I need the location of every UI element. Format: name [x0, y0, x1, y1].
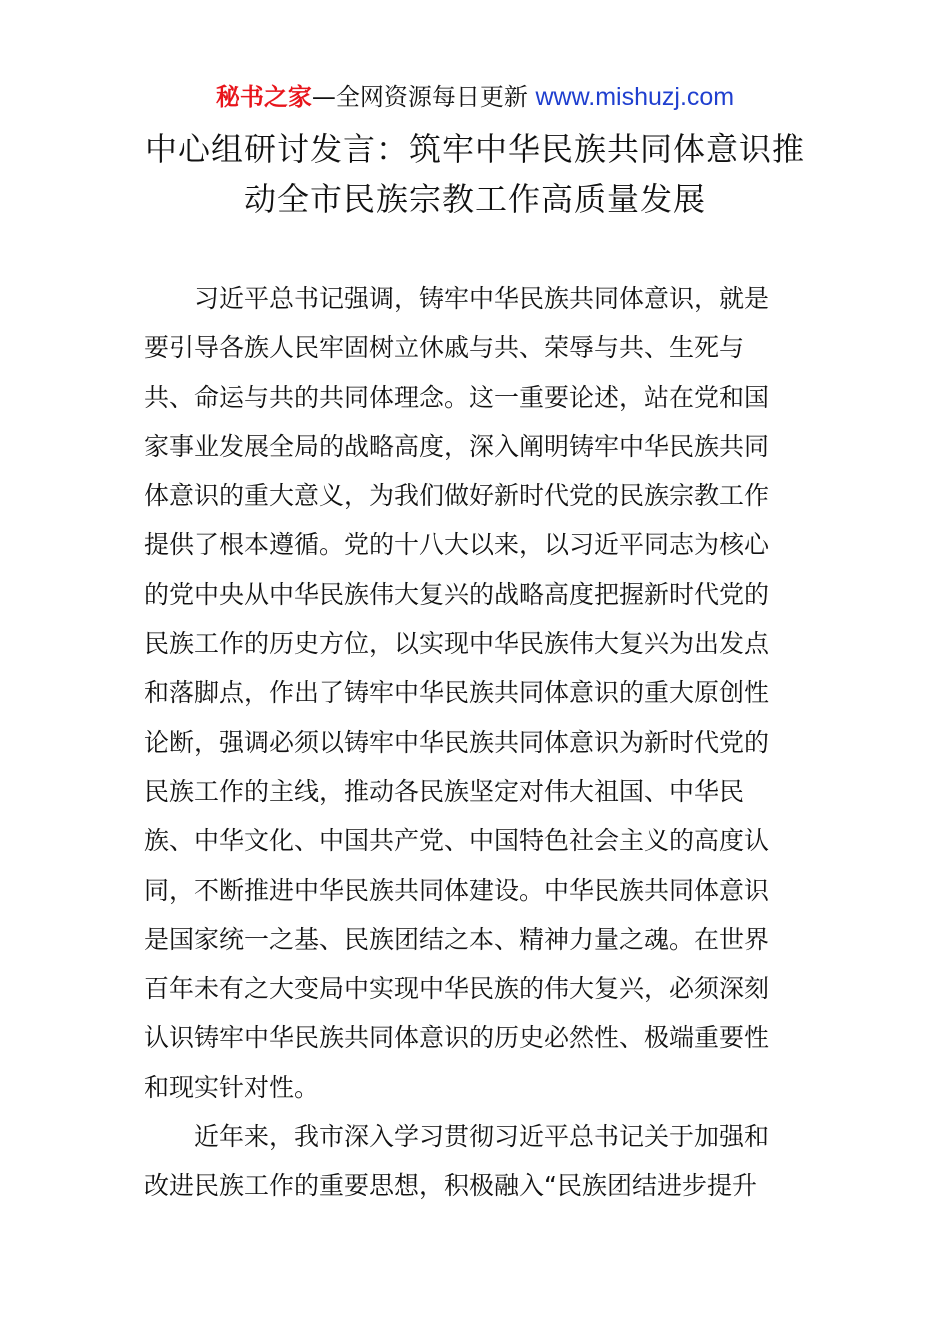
- paragraph-line: 民族工作的历史方位，以实现中华民族伟大复兴为出发点: [144, 629, 770, 659]
- paragraph-line: 是国家统一之基、民族团结之本、精神力量之魂。在世界: [144, 924, 770, 954]
- paragraph-line: 民族工作的主线，推动各民族坚定对伟大祖国、中华民: [144, 776, 745, 806]
- paragraph-line: 近年来，我市深入学习贯彻习近平总书记关于加强和: [194, 1122, 770, 1152]
- site-brand: 秘书之家: [215, 83, 312, 111]
- paragraph-line: 改进民族工作的重要思想，积极融入“民族团结进步提升: [144, 1171, 757, 1201]
- paragraph-line: 提供了根本遵循。党的十八大以来，以习近平同志为核心: [144, 530, 770, 560]
- paragraph-line: 体意识的重大意义，为我们做好新时代党的民族宗教工作: [144, 481, 770, 511]
- site-header: [0, 80, 950, 114]
- paragraph-line: 的党中央从中华民族伟大复兴的战略高度把握新时代党的: [144, 579, 770, 609]
- site-url-link[interactable]: www.mishuzj.com: [535, 83, 735, 111]
- paragraph-line: 论断，强调必须以铸牢中华民族共同体意识为新时代党的: [144, 727, 770, 757]
- document-title-line-1: 中心组研讨发言：筑牢中华民族共同体意识推: [144, 130, 805, 168]
- paragraph-2: [144, 1112, 808, 1211]
- paragraph-line: 共、命运与共的共同体理念。这一重要论述，站在党和国: [144, 382, 770, 412]
- paragraph-line: 习近平总书记强调，铸牢中华民族共同体意识，就是: [194, 284, 770, 313]
- document-body: [144, 274, 808, 1211]
- paragraph-line: 和现实针对性。: [144, 1072, 320, 1102]
- paragraph-line: 和落脚点，作出了铸牢中华民族共同体意识的重大原创性: [144, 678, 770, 708]
- site-tagline: —全网资源每日更新: [311, 83, 528, 111]
- paragraph-line: 要引导各族人民牢固树立休戚与共、荣辱与共、生死与: [144, 333, 745, 363]
- paragraph-line: 族、中华文化、中国共产党、中国特色社会主义的高度认: [144, 826, 770, 856]
- paragraph-line: 家事业发展全局的战略高度，深入阐明铸牢中华民族共同: [144, 431, 770, 461]
- paragraph-line: 同，不断推进中华民族共同体建设。中华民族共同体意识: [144, 875, 770, 905]
- paragraph-line: 百年未有之大变局中实现中华民族的伟大复兴，必须深刻: [144, 974, 770, 1004]
- paragraph-1: [144, 274, 808, 1112]
- document-title-line-2: 动全市民族宗教工作高质量发展: [243, 180, 706, 218]
- document-title: [130, 124, 820, 224]
- paragraph-line: 认识铸牢中华民族共同体意识的历史必然性、极端重要性: [144, 1023, 770, 1053]
